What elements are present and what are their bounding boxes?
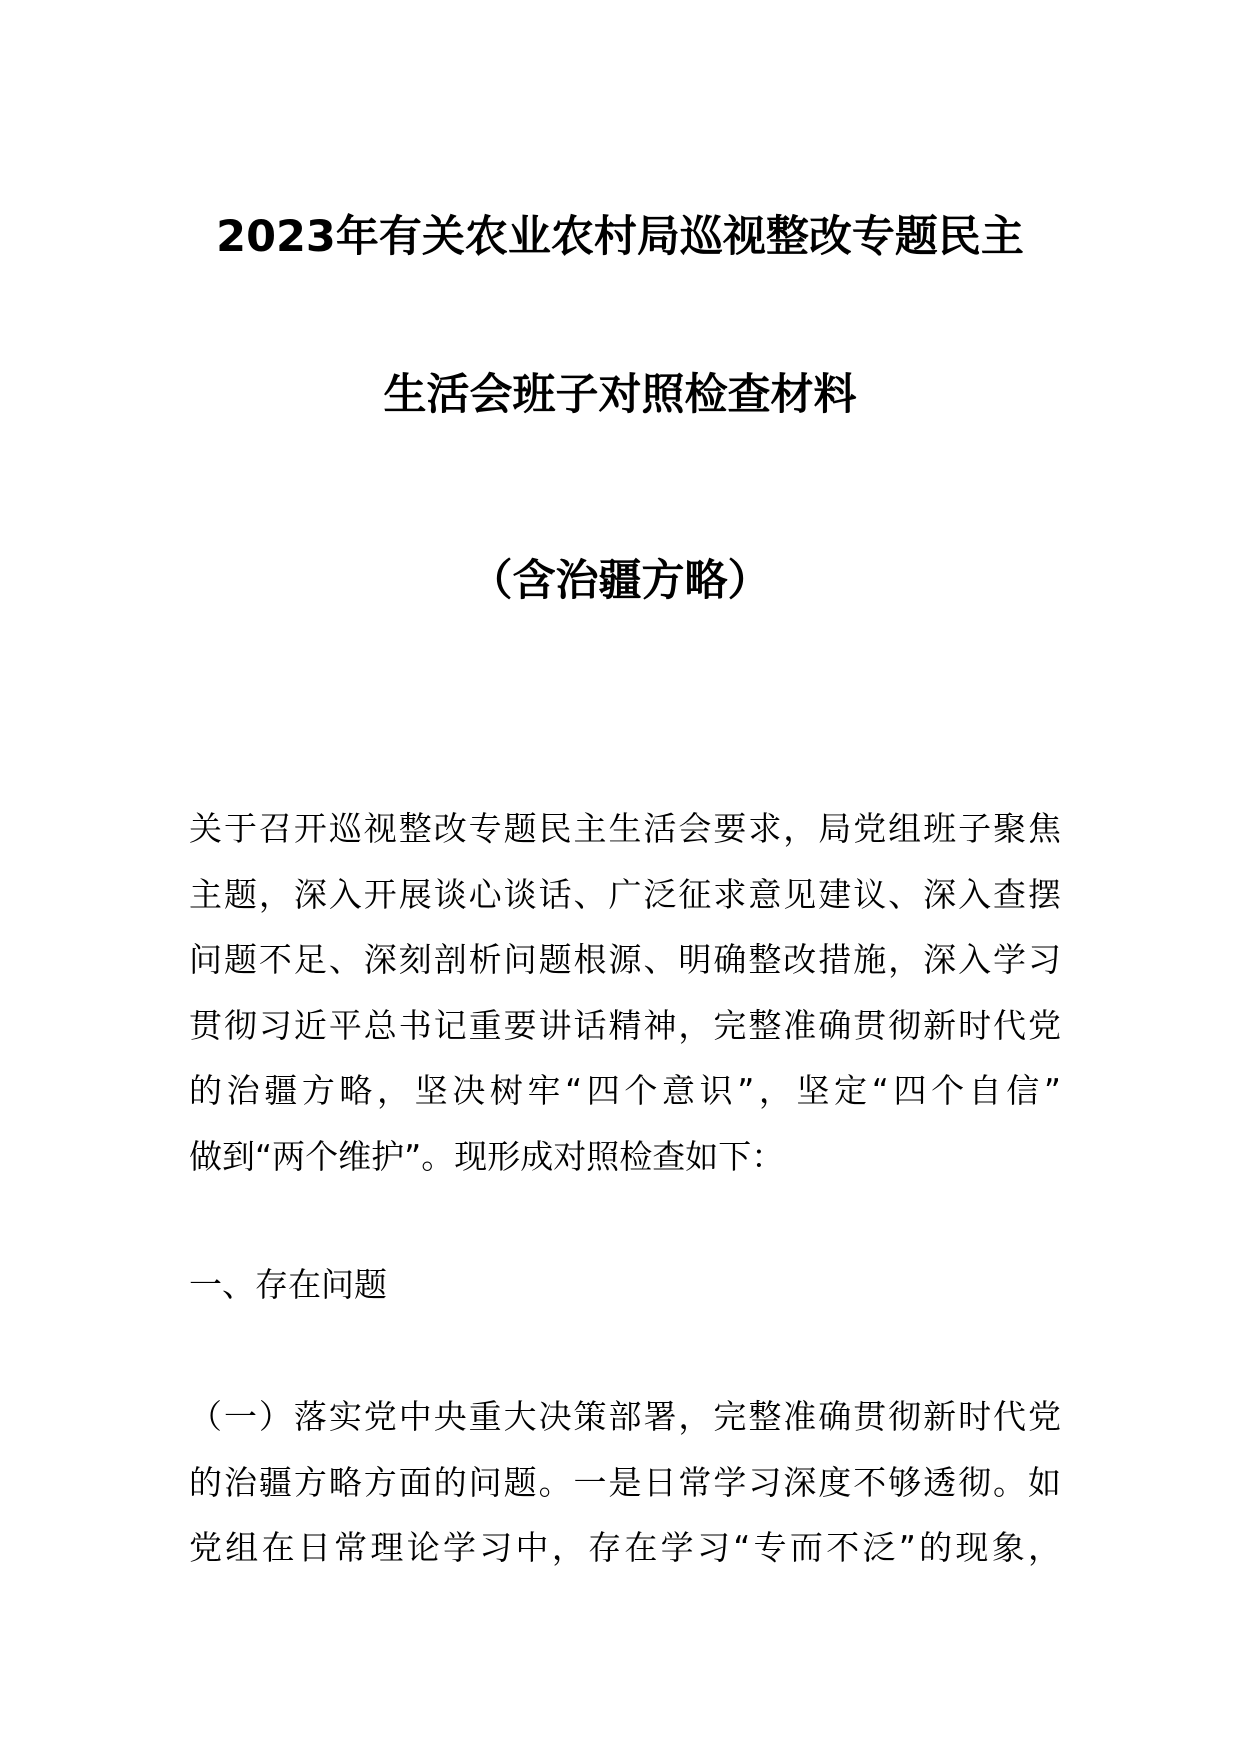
text-line: 关于召开巡视整改专题民主生活会要求，局党组班子聚焦 (189, 809, 1061, 848)
text-line: 党组在日常理论学习中，存在学习“专而不泛”的现象， (189, 1528, 1061, 1567)
doc-title-line1: 2023年有关农业农村局巡视整改专题民主 (216, 212, 1024, 262)
text-line: 做到“两个维护”。现形成对照检查如下： (189, 1136, 785, 1176)
section-heading (189, 1252, 1061, 1318)
text-line: 贯彻习近平总书记重要讲话精神，完整准确贯彻新时代党 (189, 1005, 1061, 1045)
text-line: 主题，深入开展谈心谈话、广泛征求意见建议、深入查摆 (189, 874, 1061, 914)
text-line: 问题不足、深刻剖析问题根源、明确整改措施，深入学习 (189, 940, 1061, 979)
intro-paragraph (189, 796, 1061, 1189)
text-line: （一）落实党中央重大决策部署，完整准确贯彻新时代党 (189, 1397, 1061, 1436)
doc-title-line2: 生活会班子对照检查材料 (383, 370, 857, 420)
section-heading-text: 一、存在问题 (189, 1265, 387, 1304)
text-line: 的治疆方略方面的问题。一是日常学习深度不够透彻。如 (189, 1462, 1061, 1502)
paragraph-1 (189, 1384, 1061, 1581)
doc-title-line3: （含治疆方略） (469, 556, 771, 606)
text-line: 的治疆方略，坚决树牢“四个意识”，坚定“四个自信” (189, 1071, 1061, 1110)
